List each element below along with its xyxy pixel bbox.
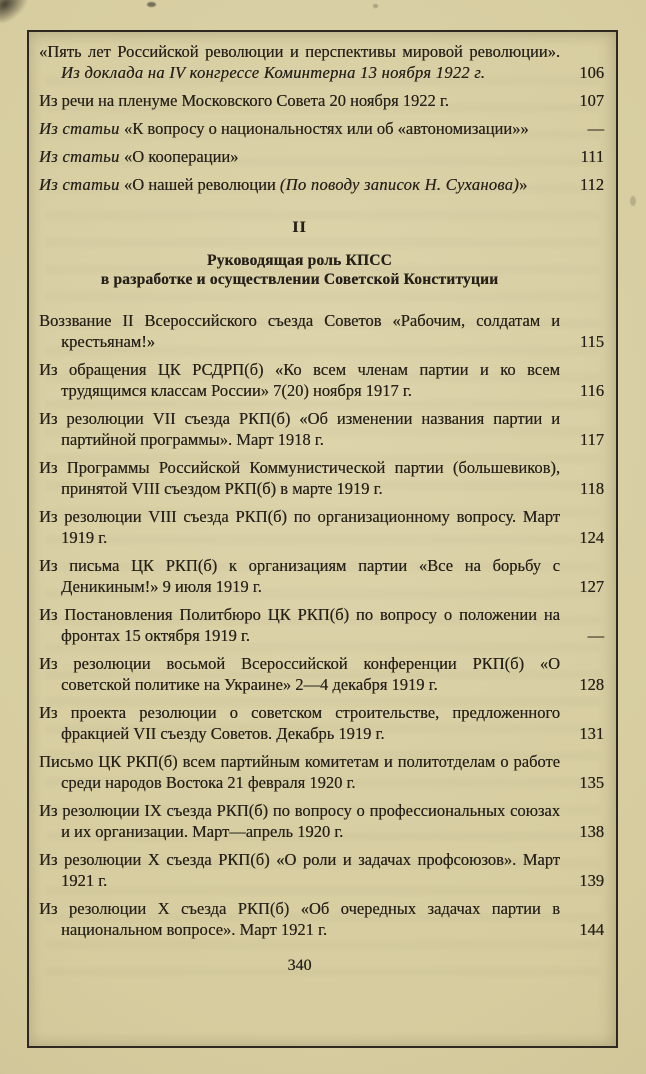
toc-entry-text: [39, 751, 560, 793]
scan-speck-artifact: [147, 2, 156, 7]
section-number: II: [292, 219, 307, 236]
page-number-folio: 340: [287, 957, 312, 974]
scan-speck-artifact: [373, 4, 378, 8]
toc-entry: [39, 41, 604, 83]
toc-entry-page: 139: [579, 871, 604, 890]
toc-list-main: [39, 310, 604, 940]
toc-entry-segment: Письмо ЦК РКП(б) всем партийным комитетам и политотделам о работе среди народов Востока 21 февраля 1920 г.: [39, 752, 560, 792]
toc-entry: [39, 90, 604, 111]
toc-entry-page: 115: [579, 332, 604, 351]
toc-entry-text: [39, 146, 560, 167]
toc-entry-page: 124: [579, 528, 604, 547]
toc-entry-segment: (По поводу записок Н. Суханова): [279, 175, 520, 194]
toc-entry-segment: Из обращения ЦК РСДРП(б) «Ко всем членам партии и ко всем трудящимся классам России» 7(20) ноября 1917 г.: [39, 360, 560, 400]
toc-entry-text: [39, 41, 560, 83]
toc-entry-page: 112: [579, 175, 604, 194]
toc-entry-segment: Из резолюции VII съезда РКП(б) «Об изменении названия партии и партийной программы». Март 1918 г.: [39, 409, 560, 449]
section-title-line1: Руководящая роль КПСС: [206, 252, 392, 269]
toc-entry: [39, 146, 604, 167]
section-title: [39, 251, 560, 289]
toc-entry-segment: Из резолюции VIII съезда РКП(б) по организационному вопросу. Март 1919 г.: [39, 507, 560, 547]
toc-entry-page: 127: [579, 577, 604, 596]
toc-entry: [39, 174, 604, 195]
toc-entry-text: [39, 555, 560, 597]
table-of-contents: [29, 32, 616, 1046]
toc-entry-segment: Из резолюции X съезда РКП(б) «Об очередных задачах партии в национальном вопросе». Март 1921 г.: [39, 899, 560, 939]
toc-entry: [39, 849, 604, 891]
toc-entry-text: [39, 457, 560, 499]
toc-entry-text: [39, 359, 560, 401]
toc-entry-text: [39, 506, 560, 548]
toc-entry-segment: Из Программы Российской Коммунистической партии (большевиков), принятой VIII съездом РКП(б) в марте 1919 г.: [39, 458, 560, 498]
toc-entry: [39, 653, 604, 695]
toc-entry: [39, 604, 604, 646]
toc-entry-text: [39, 702, 560, 744]
toc-entry-segment: Из статьи: [39, 175, 124, 194]
toc-entry-page: 128: [579, 675, 604, 694]
toc-entry-page: 131: [579, 724, 604, 743]
toc-entry-text: [39, 118, 560, 139]
toc-entry-segment: Из резолюции X съезда РКП(б) «О роли и задачах профсоюзов». Март 1921 г.: [39, 850, 560, 890]
toc-entry-text: [39, 800, 560, 842]
toc-entry-segment: Из доклада на IV конгрессе Коминтерна 13 ноября 1922 г.: [61, 63, 486, 82]
page-border-frame: [27, 30, 618, 1048]
toc-entry-page: —: [587, 119, 604, 138]
scan-speck-artifact: [630, 196, 636, 206]
toc-entry-text: [39, 898, 560, 940]
toc-entry: [39, 359, 604, 401]
section-title-line2: в разработке и осуществлении Советской Конституции: [100, 271, 499, 288]
toc-entry-segment: Из письма ЦК РКП(б) к организациям партии «Все на борьбу с Деникиным!» 9 июля 1919 г.: [39, 556, 560, 596]
toc-entry-page: 107: [579, 91, 604, 110]
toc-list-top: [39, 41, 604, 195]
toc-entry-segment: «О нашей революции: [123, 175, 280, 194]
toc-entry: [39, 408, 604, 450]
toc-entry-text: [39, 849, 560, 891]
toc-entry-text: [39, 408, 560, 450]
toc-entry: [39, 800, 604, 842]
toc-entry: [39, 702, 604, 744]
toc-entry: [39, 118, 604, 139]
toc-entry: [39, 506, 604, 548]
toc-entry-page: 116: [579, 381, 604, 400]
toc-entry: [39, 898, 604, 940]
toc-entry-segment: Из резолюции восьмой Всероссийской конференции РКП(б) «О советской политике на Украине» 2—4 декабря 1919 г.: [39, 654, 560, 694]
toc-entry-segment: «О кооперации»: [123, 147, 239, 166]
scan-smudge-artifact: [0, 0, 36, 26]
toc-entry-segment: «Пять лет Российской революции и перспективы мировой революции».: [39, 42, 560, 61]
toc-entry-segment: Из проекта резолюции о советском строительстве, предложенного фракцией VII съезду Советов. Декабрь 1919 г.: [39, 703, 560, 743]
toc-entry-segment: Из статьи: [39, 147, 124, 166]
toc-entry-page: 144: [579, 920, 604, 939]
toc-entry-text: [39, 174, 560, 195]
toc-entry-segment: «К вопросу о национальностях или об «автономизации»»: [123, 119, 529, 138]
toc-entry-text: [39, 604, 560, 646]
toc-entry-text: [39, 653, 560, 695]
toc-entry-segment: Из статьи: [39, 119, 124, 138]
toc-entry-segment: Воззвание II Всероссийского съезда Советов «Рабочим, солдатам и крестьянам!»: [39, 311, 560, 351]
toc-entry-page: 135: [579, 773, 604, 792]
toc-entry: [39, 751, 604, 793]
toc-entry-segment: Из резолюции IX съезда РКП(б) по вопросу о профессиональных союзах и их организации. Март—апрель 1920 г.: [39, 801, 560, 841]
toc-entry-page: 111: [580, 147, 604, 166]
toc-entry: [39, 310, 604, 352]
toc-entry: [39, 457, 604, 499]
toc-entry-segment: »: [519, 175, 528, 194]
toc-entry-segment: Из речи на пленуме Московского Совета 20 ноября 1922 г.: [39, 91, 449, 110]
toc-entry-segment: Из Постановления Политбюро ЦК РКП(б) по вопросу о положении на фронтах 15 октября 1919 г.: [39, 605, 560, 645]
toc-entry-page: 106: [579, 63, 604, 82]
toc-entry-page: —: [587, 626, 604, 645]
toc-entry: [39, 555, 604, 597]
toc-entry-page: 118: [579, 479, 604, 498]
toc-entry-text: [39, 310, 560, 352]
toc-entry-page: 117: [579, 430, 604, 449]
toc-entry-page: 138: [579, 822, 604, 841]
toc-entry-text: [39, 90, 560, 111]
